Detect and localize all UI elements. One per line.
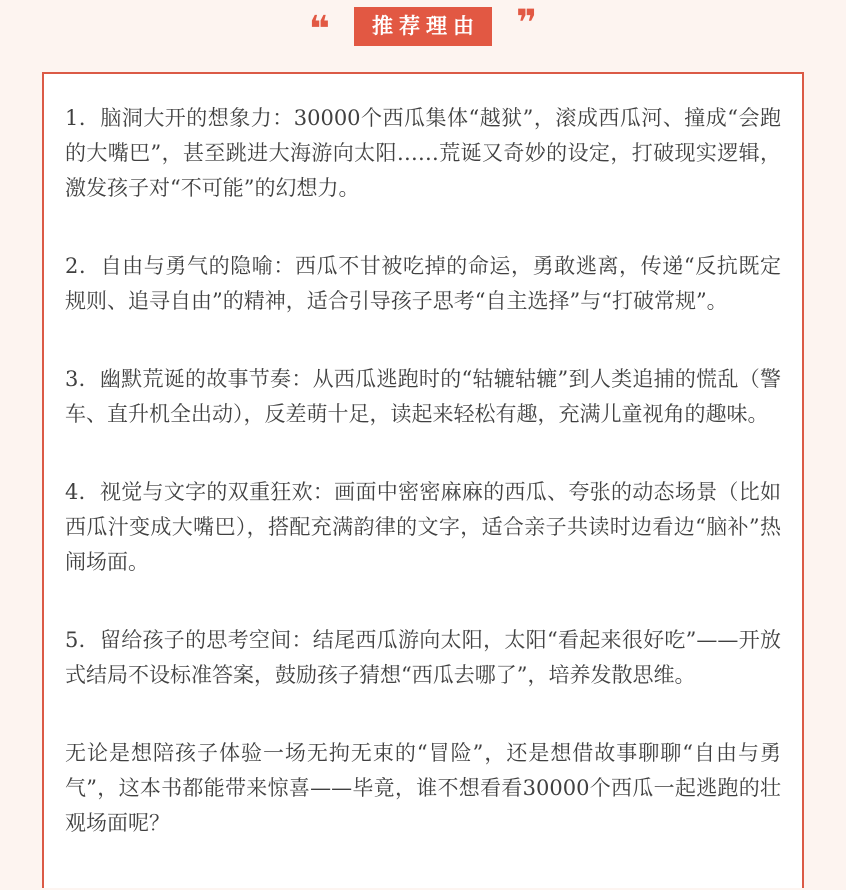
recommendation-paragraph-5: 5．留给孩子的思考空间：结尾西瓜游向太阳，太阳“看起来很好吃”——开放式结局不设标准答案，鼓励孩子猜想“西瓜去哪了”，培养发散思维。 <box>65 628 781 687</box>
recommendation-box <box>42 72 804 888</box>
recommendation-paragraph-3: 3．幽默荒诞的故事节奏：从西瓜逃跑时的“轱辘轱辘”到人类追捕的慌乱（警车、直升机全出动），反差萌十足，读起来轻松有趣，充满儿童视角的趣味。 <box>65 367 781 426</box>
open-quote-icon: ❝ <box>308 9 330 50</box>
recommendation-paragraph-closing: 无论是想陪孩子体验一场无拘无束的“冒险”，还是想借故事聊聊“自由与勇气”，这本书都能带来惊喜——毕竟，谁不想看看30000个西瓜一起逃跑的壮观场面呢？ <box>65 741 781 835</box>
recommendation-paragraph-1: 1．脑洞大开的想象力：30000个西瓜集体“越狱”，滚成西瓜河、撞成“会跑的大嘴巴”，甚至跳进大海游向太阳……荒诞又奇妙的设定，打破现实逻辑，激发孩子对“不可能”的幻想力。 <box>65 106 781 200</box>
recommendation-header <box>0 0 846 50</box>
recommendation-badge: 推荐理由 <box>354 7 492 46</box>
close-quote-icon: ❞ <box>516 3 538 44</box>
recommendation-paragraph-2: 2．自由与勇气的隐喻：西瓜不甘被吃掉的命运，勇敢逃离，传递“反抗既定规则、追寻自由”的精神，适合引导孩子思考“自主选择”与“打破常规”。 <box>65 254 781 313</box>
recommendation-paragraph-4: 4．视觉与文字的双重狂欢：画面中密密麻麻的西瓜、夸张的动态场景（比如西瓜汁变成大嘴巴），搭配充满韵律的文字，适合亲子共读时边看边“脑补”热闹场面。 <box>65 480 781 574</box>
